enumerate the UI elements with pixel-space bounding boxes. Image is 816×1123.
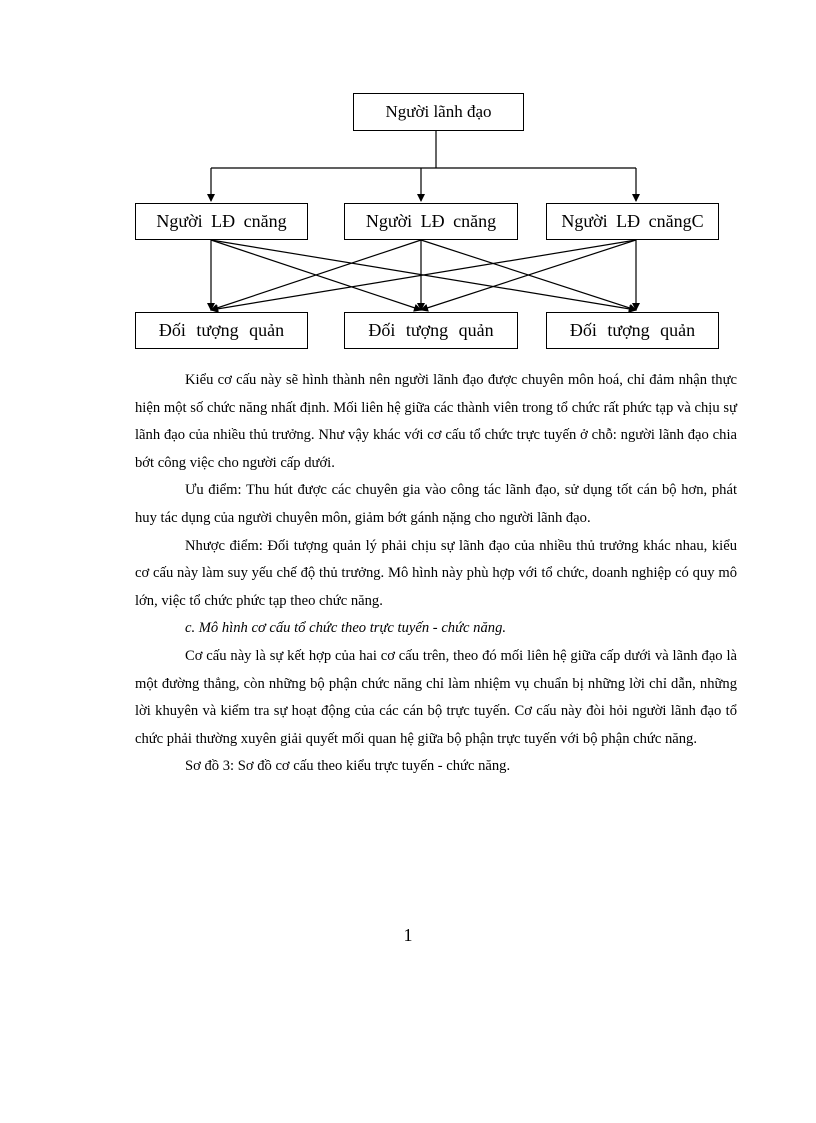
paragraph-combined-structure: Cơ cấu này là sự kết hợp của hai cơ cấu trên, theo đó mối liên hệ giữa cấp dưới và lãnh đạo là một đường thẳng, còn những bộ phận chức năng chỉ làm nhiệm vụ chuẩn bị những lời chỉ dẫn, những lời khuyên và kiểm tra sự hoạt động của các cán bộ trực tuyến. Cơ cấu này đòi hỏi người lãnh đạo tổ chức phải thường xuyên giải quyết mối quan hệ giữa bộ phận trực tuyến với bộ phận chức năng. [135, 647, 737, 747]
page-number: 1 [403, 925, 413, 945]
managed-object-box-3: Đối tượng quản [546, 312, 719, 349]
diagram-caption: Sơ đồ 3: Sơ đồ cơ cấu theo kiểu trực tuyến - chức năng. [185, 758, 511, 775]
paragraph-description: Kiểu cơ cấu này sẽ hình thành nên người lãnh đạo được chuyên môn hoá, chỉ đảm nhận thực hiện một số chức năng nhất định. Mối liên hệ giữa các thành viên trong tổ chức rất phức tạp và chịu sự lãnh đạo của nhiều thủ trưởng. Như vậy khác với cơ cấu tổ chức trực tuyến ở chỗ: người lãnh đạo chia bớt công việc cho người cấp dưới. [135, 372, 737, 471]
section-heading: c. Mô hình cơ cấu tổ chức theo trực tuyến - chức năng. [185, 620, 507, 637]
functional-leader-box-2: Người LĐ cnăng [344, 203, 518, 240]
body-text [135, 367, 737, 781]
managed-object-box-1: Đối tượng quản [135, 312, 308, 349]
org-chart-diagram [0, 0, 816, 360]
leader-box: Người lãnh đạo [353, 93, 524, 131]
paragraph-advantages: Ưu điểm: Thu hút được các chuyên gia vào công tác lãnh đạo, sử dụng tốt cán bộ hơn, phát huy tác dụng của người chuyên môn, giảm bớt gánh nặng cho người lãnh đạo. [135, 482, 737, 526]
paragraph-disadvantages: Nhược điểm: Đối tượng quản lý phải chịu sự lãnh đạo của nhiều thủ trưởng khác nhau, kiểu cơ cấu này làm suy yếu chế độ thủ trưởng. Mô hình này phù hợp với tổ chức, doanh nghiệp có quy mô lớn, việc tổ chức phức tạp theo chức năng. [135, 537, 737, 609]
functional-leader-box-1: Người LĐ cnăng [135, 203, 308, 240]
org-chart-connectors [0, 0, 816, 360]
functional-leader-box-3: Người LĐ cnăngC [546, 203, 719, 240]
managed-object-box-2: Đối tượng quản [344, 312, 518, 349]
